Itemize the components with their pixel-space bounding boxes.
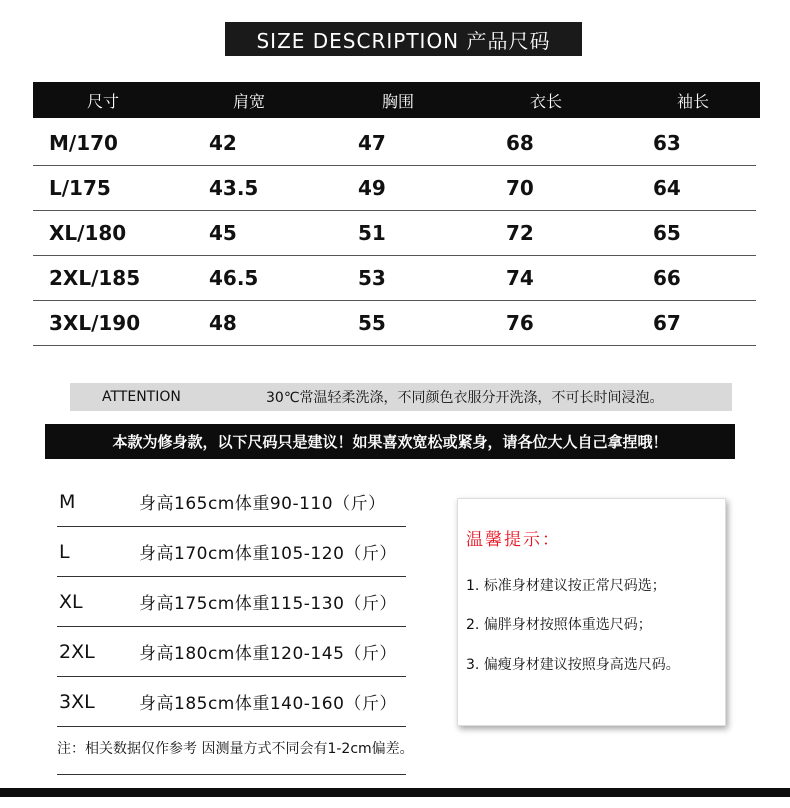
bottom-bar: [0, 788, 790, 797]
header-sleeve: 袖长: [676, 91, 709, 111]
weight-table-row: [57, 477, 406, 527]
header-size: 尺寸: [86, 91, 119, 111]
length-cell: 74: [506, 266, 534, 290]
fit-notice-bar: 本款为修身款，以下尺码只是建议！如果喜欢宽松或紧身，请各位大人自己拿捏哦！: [45, 424, 735, 459]
attention-bar: [70, 383, 732, 411]
weight-size-label: 2XL: [59, 640, 95, 663]
length-cell: 70: [506, 176, 534, 200]
weight-table-row: [57, 577, 406, 627]
size-cell: XL/180: [49, 221, 127, 245]
weight-table-row: [57, 627, 406, 677]
shoulder-cell: 42: [209, 131, 237, 155]
tips-card: [457, 498, 726, 726]
shoulder-cell: 45: [209, 221, 237, 245]
shoulder-cell: 43.5: [209, 176, 259, 200]
divider: [57, 774, 406, 775]
length-cell: 68: [506, 131, 534, 155]
chest-cell: 55: [358, 311, 386, 335]
size-table-row: [33, 121, 756, 166]
tip-item: 1. 标准身材建议按正常尺码选；: [466, 578, 666, 594]
size-table-header: [33, 82, 760, 118]
tip-item: 2. 偏胖身材按照体重选尺码；: [466, 617, 652, 633]
chest-cell: 49: [358, 176, 386, 200]
attention-label: ATTENTION: [102, 389, 181, 405]
length-cell: 72: [506, 221, 534, 245]
size-cell: L/175: [49, 176, 111, 200]
sleeve-cell: 64: [653, 176, 681, 200]
weight-size-label: M: [59, 490, 76, 513]
shoulder-cell: 48: [209, 311, 237, 335]
attention-text: 30℃常温轻柔洗涤，不同颜色衣服分开洗涤，不可长时间浸泡。: [266, 390, 664, 406]
weight-size-label: 3XL: [59, 690, 95, 713]
page-title: SIZE DESCRIPTION 产品尺码: [225, 22, 582, 56]
size-table-row: [33, 301, 756, 346]
size-cell: 2XL/185: [49, 266, 141, 290]
size-table-row: [33, 166, 756, 211]
weight-table-row: [57, 677, 406, 727]
sleeve-cell: 63: [653, 131, 681, 155]
size-table-row: [33, 256, 756, 301]
chest-cell: 53: [358, 266, 386, 290]
header-chest: 胸围: [381, 91, 414, 111]
weight-size-desc: 身高185cm体重140-160（斤）: [139, 694, 397, 714]
sleeve-cell: 65: [653, 221, 681, 245]
header-shoulder: 肩宽: [232, 91, 265, 111]
weight-size-label: L: [59, 540, 70, 563]
weight-size-desc: 身高180cm体重120-145（斤）: [139, 644, 397, 664]
shoulder-cell: 46.5: [209, 266, 259, 290]
sleeve-cell: 66: [653, 266, 681, 290]
weight-size-label: XL: [59, 590, 83, 613]
chest-cell: 51: [358, 221, 386, 245]
weight-table-row: [57, 527, 406, 577]
weight-size-desc: 身高175cm体重115-130（斤）: [139, 594, 397, 614]
size-cell: 3XL/190: [49, 311, 141, 335]
weight-size-desc: 身高165cm体重90-110（斤）: [139, 494, 386, 514]
sleeve-cell: 67: [653, 311, 681, 335]
measurement-footnote: 注：相关数据仅作参考 因测量方式不同会有1-2cm偏差。: [57, 741, 414, 757]
size-cell: M/170: [49, 131, 118, 155]
size-table-row: [33, 211, 756, 256]
length-cell: 76: [506, 311, 534, 335]
chest-cell: 47: [358, 131, 386, 155]
weight-size-desc: 身高170cm体重105-120（斤）: [139, 544, 397, 564]
tips-title: 温馨提示：: [466, 530, 561, 550]
header-length: 衣长: [529, 91, 562, 111]
tip-item: 3. 偏瘦身材建议按照身高选尺码。: [466, 657, 680, 673]
